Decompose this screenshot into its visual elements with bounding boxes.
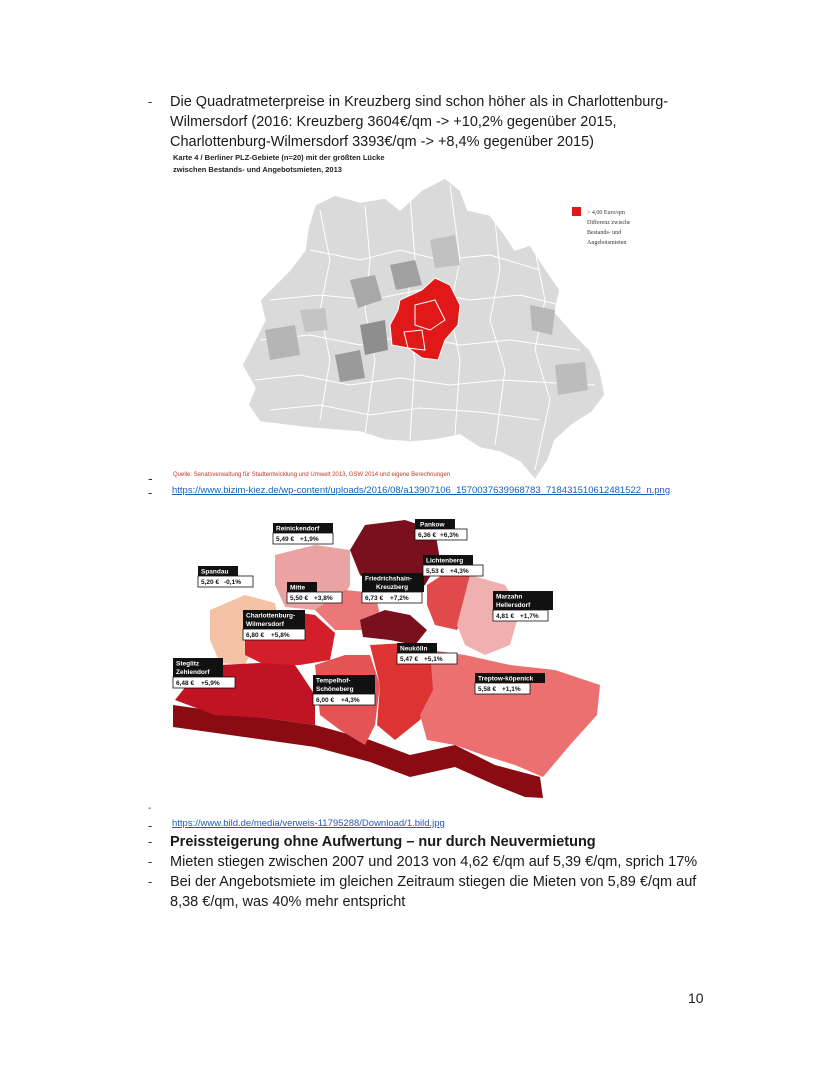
section-heading: Preissteigerung ohne Aufwertung – nur durch Neuvermietung — [170, 834, 596, 850]
svg-text:5,53 €: 5,53 € — [426, 568, 445, 575]
svg-text:Pankow: Pankow — [420, 521, 445, 529]
svg-text:+4,3%: +4,3% — [450, 568, 469, 575]
map-plz-berlin — [160, 150, 630, 482]
svg-text:Charlottenburg-: Charlottenburg- — [246, 612, 296, 620]
svg-text:+4,3%: +4,3% — [341, 697, 360, 704]
svg-text:5,50 €: 5,50 € — [290, 595, 309, 602]
svg-text:6,00 €: 6,00 € — [316, 697, 335, 704]
bullet-dash: - — [148, 485, 153, 500]
svg-text:+5,1%: +5,1% — [424, 656, 443, 663]
svg-text:Treptow-köpenick: Treptow-köpenick — [478, 675, 534, 683]
map1-title-line1: Karte 4 / Berliner PLZ-Gebiete (n=20) mit der größten Lücke — [173, 153, 385, 162]
svg-text:Mitte: Mitte — [290, 584, 306, 592]
label-reinickendorf — [273, 523, 333, 544]
page-number: 10 — [688, 990, 704, 1006]
svg-text:5,58 €: 5,58 € — [478, 686, 497, 693]
label-tempelhof — [313, 675, 375, 705]
svg-text:Kreuzberg: Kreuzberg — [376, 584, 409, 591]
svg-text:5,47 €: 5,47 € — [400, 656, 419, 663]
svg-text:-0,1%: -0,1% — [224, 579, 241, 586]
paragraph-line: Die Quadratmeterpreise in Kreuzberg sind schon höher als in Charlottenburg- — [170, 94, 669, 110]
legend-text: Differenz zwischen — [587, 220, 630, 226]
svg-text:+6,3%: +6,3% — [440, 532, 459, 539]
svg-text:Wilmersdorf: Wilmersdorf — [246, 621, 284, 628]
list-item: Bei der Angebotsmiete im gleichen Zeitraum stiegen die Mieten von 5,89 €/qm auf — [170, 874, 697, 890]
label-marzahn — [493, 591, 553, 621]
svg-text:+5,8%: +5,8% — [271, 632, 290, 639]
svg-text:+3,8%: +3,8% — [314, 595, 333, 602]
paragraph-line: Charlottenburg-Wilmersdorf 3393€/qm -> +8,4% gegenüber 2015) — [170, 134, 594, 150]
svg-text:+5,9%: +5,9% — [201, 680, 220, 687]
svg-text:6,36 €: 6,36 € — [418, 532, 437, 539]
list-item-continuation: 8,38 €/qm, was 40% mehr entspricht — [170, 894, 406, 910]
map1-title-line2: zwischen Bestands- und Angebotsmieten, 2013 — [173, 165, 342, 174]
bullet-dash: - — [148, 94, 153, 109]
bullet-dash: - — [148, 854, 153, 869]
label-neukolln — [397, 643, 457, 664]
svg-text:Steglitz: Steglitz — [176, 660, 200, 668]
svg-text:5,20 €: 5,20 € — [201, 579, 220, 586]
svg-text:Tempelhof-: Tempelhof- — [316, 677, 351, 685]
svg-text:6,48 €: 6,48 € — [176, 680, 195, 687]
svg-text:6,73 €: 6,73 € — [365, 595, 384, 602]
label-spandau — [198, 566, 253, 587]
label-friedrichshain — [362, 573, 424, 603]
svg-text:+7,2%: +7,2% — [390, 595, 409, 602]
list-item: Mieten stiegen zwischen 2007 und 2013 von 4,62 €/qm auf 5,39 €/qm, sprich 17% — [170, 854, 698, 870]
link-bizim-kiez[interactable]: https://www.bizim-kiez.de/wp-content/uploads/2016/08/a13907106_1570037639968783_718431510612481522_n.png — [172, 485, 671, 496]
legend-text: > 4,00 Euro/qm — [587, 210, 625, 216]
link-bild[interactable]: https://www.bild.de/media/verweis-11795288/Download/1.bild.jpg — [172, 818, 445, 829]
svg-text:4,81 €: 4,81 € — [496, 613, 515, 620]
legend-text: Angebotsmieten — [587, 240, 627, 246]
svg-text:Lichtenberg: Lichtenberg — [426, 557, 464, 565]
bullet-dash: - — [148, 470, 153, 486]
svg-text:Spandau: Spandau — [201, 568, 229, 576]
label-charlottenburg — [243, 610, 305, 640]
label-lichtenberg — [423, 555, 483, 576]
svg-text:+1,7%: +1,7% — [520, 613, 539, 620]
label-pankow — [415, 519, 467, 540]
svg-text:+1,9%: +1,9% — [300, 536, 319, 543]
paragraph-line: Wilmersdorf (2016: Kreuzberg 3604€/qm -> +10,2% gegenüber 2015, — [170, 114, 617, 130]
svg-text:+1,1%: +1,1% — [502, 686, 521, 693]
svg-text:Hellersdorf: Hellersdorf — [496, 602, 531, 609]
svg-text:Reinickendorf: Reinickendorf — [276, 525, 320, 533]
map1-source: Quelle: Senatsverwaltung für Stadtentwicklung und Umwelt 2013, GSW 2014 und eigene Berechnungen — [173, 472, 451, 478]
map-berlin-districts — [165, 515, 610, 805]
bullet-dash: - — [148, 834, 153, 849]
svg-text:Neukölln: Neukölln — [400, 645, 428, 653]
svg-text:Marzahn: Marzahn — [496, 593, 523, 601]
legend-text: Bestands- und — [587, 230, 622, 236]
bullet-dash: - — [148, 803, 152, 814]
bullet-dash: - — [148, 874, 153, 889]
svg-text:Schöneberg: Schöneberg — [316, 686, 354, 693]
svg-text:Zehlendorf: Zehlendorf — [176, 669, 210, 676]
legend-swatch — [572, 207, 581, 216]
svg-text:6,80 €: 6,80 € — [246, 632, 265, 639]
svg-text:Friedrichshain-: Friedrichshain- — [365, 575, 412, 583]
svg-text:5,49 €: 5,49 € — [276, 536, 295, 543]
bullet-dash: - — [148, 818, 153, 833]
